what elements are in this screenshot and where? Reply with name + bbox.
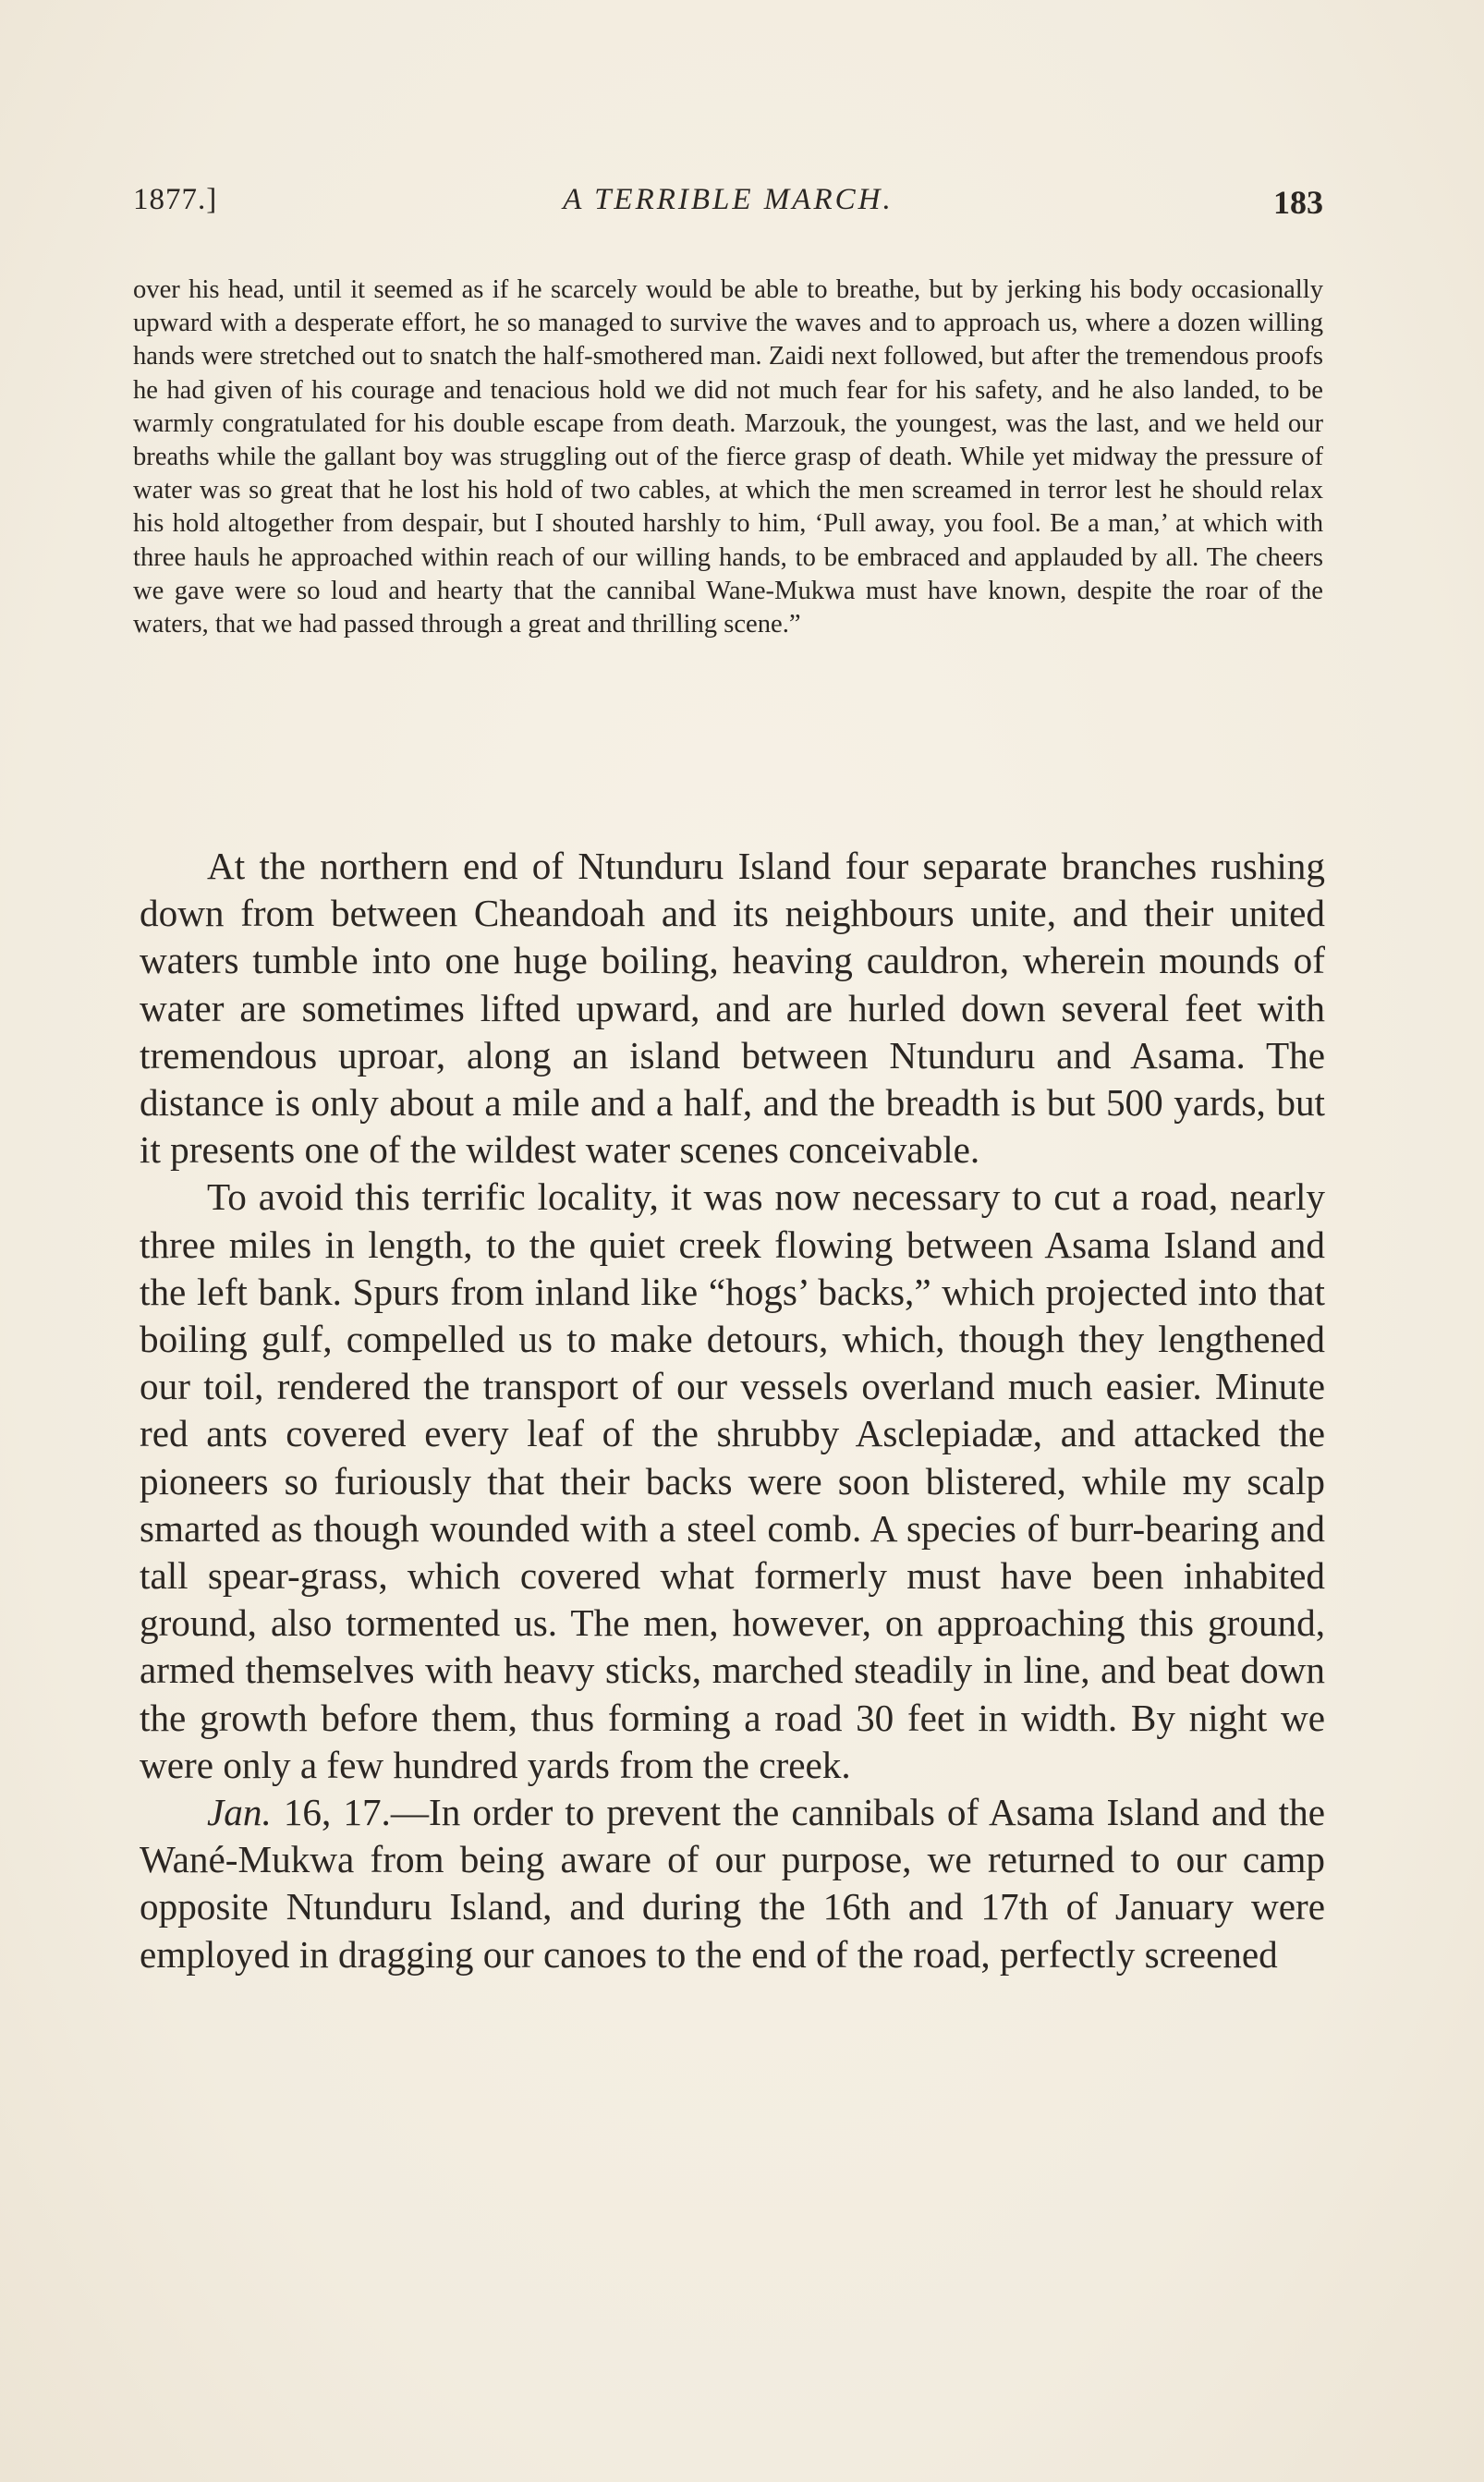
main-text bbox=[140, 843, 1325, 1978]
page-number: 183 bbox=[1273, 184, 1323, 221]
header-chapter-title: A TERRIBLE MARCH. bbox=[563, 183, 894, 216]
paragraph-ntunduru: At the northern end of Ntunduru Island four separate branches rushing down from between Cheandoah and its neighbours unite, and their united waters tumble into one huge boiling, heaving cauldron, wherein mounds of water are sometimes lifted upward, and are hurled down several feet with tremendous uproar, along an island between Ntunduru and Asama. The distance is only about a mile and a half, and the breadth is but 500 yards, but it presents one of the wildest water scenes conceivable. bbox=[140, 845, 1325, 1172]
paragraph-road: To avoid this terrific locality, it was now necessary to cut a road, nearly three miles in length, to the quiet creek flowing between Asama Island and the left bank. Spurs from inland like “hogs’ backs,” which projected into that boiling gulf, compelled us to make detours, which, though they lengthened our toil, rendered the transport of our vessels overland much easier. Minute red ants covered every leaf of the shrubby Asclepiadæ, and attacked the pioneers so furiously that their backs were soon blistered, while my scalp smarted as though wounded with a steel comb. A species of burr-bearing and tall spear-grass, which covered what formerly must have been inhabited ground, also tormented us. The men, however, on approaching this ground, armed themselves with heavy sticks, marched steadily in line, and beat down the growth before them, thus forming a road 30 feet in width. By night we were only a few hundred yards from the creek. bbox=[140, 1175, 1325, 1786]
quoted-passage: over his head, until it seemed as if he scarcely would be able to breathe, but by jerking his body occasionally upward with a desperate effort, he so managed to survive the waves and to approach us, where a dozen willing hands were stretched out to snatch the half-smothered man. Zaidi next followed, but after the tremendous proofs he had given of his courage and tenacious hold we did not much fear for his safety, and he also landed, to be warmly congratulated for his double escape from death. Marzouk, the youngest, was the last, and we held our breaths while the gallant boy was struggling out of the fierce grasp of death. While yet midway the pressure of water was so great that he lost his hold of two cables, at which the men screamed in terror lest he should relax his hold altogether from despair, but I shouted harshly to him, ‘Pull away, you fool. Be a man,’ at which with three hauls he approached within reach of our willing hands, to be embraced and applauded by all. The cheers we gave were so loud and hearty that the cannibal Wane-Mukwa must have known, despite the roar of the waters, that we had passed through a great and thrilling scene.” bbox=[133, 275, 1323, 639]
running-header bbox=[133, 183, 1323, 227]
date-label: Jan. bbox=[207, 1791, 272, 1834]
paragraph-jan-text: 16, 17.—In order to prevent the cannibals of Asama Island and the Wané-Mukwa from being aware of our purpose, we returned to our camp opposite Ntunduru Island, and during the 16th and 17th of January were employed in dragging our canoes to the end of the road, perfectly screened bbox=[140, 1791, 1325, 1976]
paragraph-jan-16-17 bbox=[140, 1789, 1325, 1978]
header-year: 1877.] bbox=[133, 183, 218, 216]
